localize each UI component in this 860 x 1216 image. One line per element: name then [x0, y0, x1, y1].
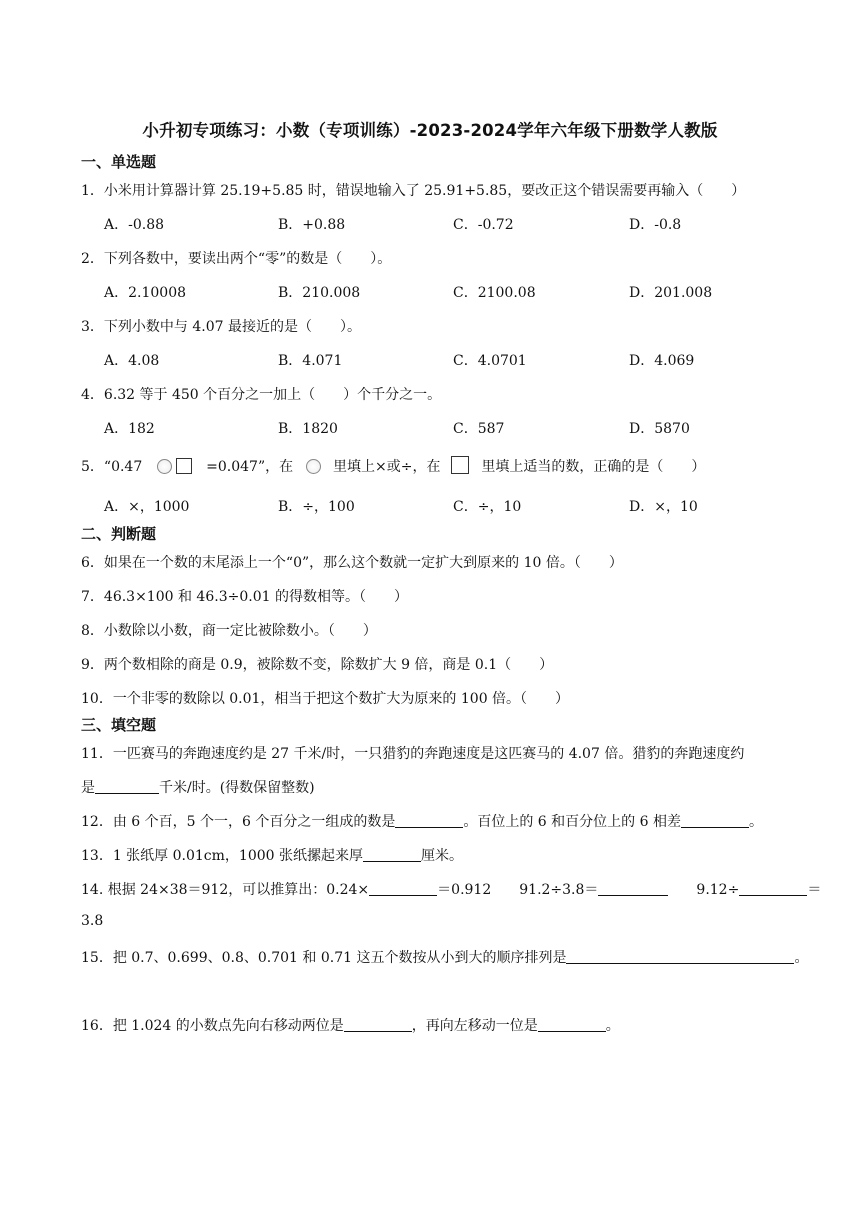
option-d: D．-0.8: [629, 217, 682, 233]
question-8: 8．小数除以小数，商一定比被除数小。（ ）: [81, 623, 377, 639]
question-14: [81, 879, 821, 899]
question-16: [81, 1015, 620, 1035]
section-heading-true-false: 二、判断题: [81, 525, 157, 543]
answer-blank[interactable]: [95, 779, 159, 794]
option-b: B．1820: [278, 421, 338, 437]
option-d: D．201.008: [629, 285, 713, 301]
question-12-text-start: 12．由 6 个百，5 个一，6 个百分之一组成的数是: [81, 814, 396, 830]
question-11-line-2: [81, 777, 315, 797]
section-heading-fill-blank: 三、填空题: [81, 716, 157, 734]
question-5-text-end: 里填上适当的数，正确的是（ ）: [481, 459, 706, 475]
circle-placeholder-icon: [306, 459, 321, 474]
option-d: D．×，10: [629, 499, 698, 515]
answer-blank[interactable]: [344, 1017, 412, 1032]
option-d: D．5870: [629, 421, 690, 437]
answer-blank[interactable]: [395, 813, 463, 828]
question-16-text-end: 。: [605, 1018, 620, 1034]
question-5-text-mid: =0.047”，在: [206, 459, 294, 475]
question-5-text-mid2: 里填上×或÷，在: [333, 459, 441, 475]
question-9: 9．两个数相除的商是 0.9，被除数不变，除数扩大 9 倍，商是 0.1（ ）: [81, 657, 554, 673]
answer-blank[interactable]: [739, 881, 807, 896]
square-placeholder-icon: [451, 456, 469, 474]
question-5: [81, 456, 705, 476]
option-b: B．210.008: [278, 285, 361, 301]
question-13: [81, 845, 463, 865]
question-6: 6．如果在一个数的末尾添上一个“0”，那么这个数就一定扩大到原来的 10 倍。（ ）: [81, 555, 623, 571]
square-placeholder-icon: [176, 458, 192, 474]
option-a: A．182: [104, 421, 155, 437]
option-d: D．4.069: [629, 353, 695, 369]
answer-blank[interactable]: [566, 949, 794, 964]
page-title: 小升初专项练习：小数（专项训练）-2023-2024学年六年级下册数学人教版: [142, 121, 718, 140]
option-b: B．÷，100: [278, 499, 355, 515]
question-4: 4．6.32 等于 450 个百分之一加上（ ）个千分之一。: [81, 387, 442, 403]
question-2: 2．下列各数中，要读出两个“零”的数是（ ）。: [81, 251, 392, 267]
option-c: C．587: [453, 421, 505, 437]
question-16-text-mid: ，再向左移动一位是: [411, 1018, 538, 1034]
question-13-text-end: 厘米。: [421, 848, 463, 864]
section-heading-single-choice: 一、单选题: [81, 153, 157, 171]
question-15-text-start: 15．把 0.7、0.699、0.8、0.701 和 0.71 这五个数按从小到大的顺序排列是: [81, 950, 567, 966]
question-12-text-mid: 。百位上的 6 和百分位上的 6 相差: [463, 814, 681, 830]
answer-blank[interactable]: [598, 881, 668, 896]
question-3: 3．下列小数中与 4.07 最接近的是（ ）。: [81, 319, 361, 335]
answer-blank[interactable]: [369, 881, 437, 896]
question-7: 7．46.3×100 和 46.3÷0.01 的得数相等。（ ）: [81, 589, 408, 605]
option-c: C．4.0701: [453, 353, 527, 369]
option-c: C．-0.72: [453, 217, 514, 233]
question-1: 1．小米用计算器计算 25.19+5.85 时，错误地输入了 25.91+5.85，要改正这个错误需要再输入（ ）: [81, 183, 746, 199]
question-12: [81, 811, 763, 831]
option-a: A．4.08: [104, 353, 160, 369]
question-14-text-part: ＝0.912: [437, 882, 492, 898]
option-b: B．+0.88: [278, 217, 346, 233]
question-14-text-start: 14. 根据 24×38＝912，可以推算出：0.24×: [81, 882, 370, 898]
question-14-text-part: 9.12÷: [696, 882, 740, 898]
question-15: [81, 947, 808, 967]
question-11-text-end: 千米/时。(得数保留整数): [159, 780, 315, 796]
option-a: A．2.10008: [104, 285, 187, 301]
question-14-text-part: ＝: [807, 882, 822, 898]
question-11-line-1: 11．一匹赛马的奔跑速度约是 27 千米/时，一只猎豹的奔跑速度是这匹赛马的 4.07 倍。猎豹的奔跑速度约: [81, 746, 745, 762]
option-b: B．4.071: [278, 353, 343, 369]
option-c: C．÷，10: [453, 499, 522, 515]
question-15-text-end: 。: [794, 950, 809, 966]
question-14-continued: 3.8: [81, 913, 104, 929]
option-a: A．-0.88: [104, 217, 165, 233]
circle-placeholder-icon: [157, 459, 172, 474]
answer-blank[interactable]: [363, 847, 421, 862]
question-12-text-end: 。: [748, 814, 763, 830]
question-11-text-start: 是: [81, 780, 95, 796]
question-16-text-start: 16．把 1.024 的小数点先向右移动两位是: [81, 1018, 344, 1034]
option-a: A．×，1000: [104, 499, 190, 515]
question-5-text-start: 5．“0.47: [81, 459, 143, 475]
question-13-text-start: 13．1 张纸厚 0.01cm，1000 张纸摞起来厚: [81, 848, 363, 864]
option-c: C．2100.08: [453, 285, 536, 301]
question-10: 10．一个非零的数除以 0.01，相当于把这个数扩大为原来的 100 倍。（ ）: [81, 691, 570, 707]
answer-blank[interactable]: [538, 1017, 606, 1032]
question-14-text-part: 91.2÷3.8＝: [519, 882, 599, 898]
answer-blank[interactable]: [681, 813, 749, 828]
